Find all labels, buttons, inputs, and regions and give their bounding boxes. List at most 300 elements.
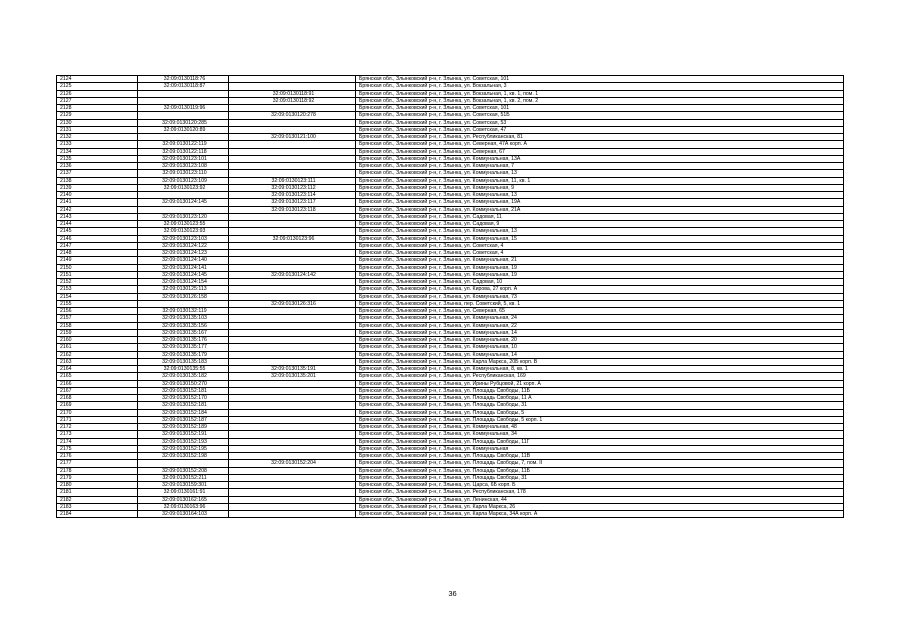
building-cadastral-cell: 32:09:0130152:204 — [229, 460, 356, 467]
address-cell: Брянская обл., Злынковский р-н, г. Злынка, ул. Северная, 65 — [356, 308, 844, 315]
table-row — [57, 424, 844, 431]
row-number-cell: 2152 — [57, 279, 138, 286]
address-cell: Брянская обл., Злынковский р-н, г. Злынка, ул. Коммунальная, 21А — [356, 206, 844, 213]
row-number-cell: 2159 — [57, 329, 138, 336]
cadastral-number-cell — [138, 112, 229, 119]
table-row — [57, 489, 844, 496]
row-number-cell: 2163 — [57, 358, 138, 365]
cadastral-number-cell — [138, 192, 229, 199]
table-row — [57, 366, 844, 373]
building-cadastral-cell — [229, 395, 356, 402]
cadastral-number-cell: 32:09:0130152:187 — [138, 416, 229, 423]
address-cell: Брянская обл., Злынковский р-н, г. Злынка, ул. Коммунальная, 73 — [356, 293, 844, 300]
table-row — [57, 380, 844, 387]
row-number-cell: 2144 — [57, 221, 138, 228]
building-cadastral-cell — [229, 445, 356, 452]
table-row — [57, 344, 844, 351]
cadastral-number-cell: 32:09:0130123:110 — [138, 170, 229, 177]
row-number-cell: 2177 — [57, 460, 138, 467]
building-cadastral-cell — [229, 264, 356, 271]
cadastral-number-cell: 32:09:0130124:154 — [138, 279, 229, 286]
table-row — [57, 467, 844, 474]
cadastral-number-cell: 32:09:0130124:140 — [138, 257, 229, 264]
cadastral-number-cell: 32:09:0130152:181 — [138, 387, 229, 394]
row-number-cell: 2183 — [57, 503, 138, 510]
table-row — [57, 445, 844, 452]
row-number-cell: 2124 — [57, 76, 138, 83]
building-cadastral-cell: 32:09:0130118:92 — [229, 97, 356, 104]
cadastral-number-cell: 32:09:0130120:285 — [138, 119, 229, 126]
row-number-cell: 2171 — [57, 416, 138, 423]
cadastral-number-cell — [138, 97, 229, 104]
cadastral-number-cell: 32:09:0130123:120 — [138, 213, 229, 220]
address-cell: Брянская обл., Злынковский р-н, г. Злынка, ул. Коммунальная, 21 — [356, 257, 844, 264]
table-row — [57, 315, 844, 322]
table-row — [57, 293, 844, 300]
building-cadastral-cell — [229, 76, 356, 83]
table-row — [57, 97, 844, 104]
cadastral-number-cell: 32:09:0130162:165 — [138, 496, 229, 503]
address-cell: Брянская обл., Злынковский р-н, г. Злынка, ул. Карла Маркса, 26 — [356, 503, 844, 510]
building-cadastral-cell — [229, 163, 356, 170]
building-cadastral-cell — [229, 170, 356, 177]
table-row — [57, 184, 844, 191]
row-number-cell: 2143 — [57, 213, 138, 220]
building-cadastral-cell: 32:09:0130123:118 — [229, 206, 356, 213]
cadastral-number-cell: 32:09:0130152:198 — [138, 453, 229, 460]
row-number-cell: 2165 — [57, 373, 138, 380]
row-number-cell: 2132 — [57, 134, 138, 141]
row-number-cell: 2133 — [57, 141, 138, 148]
building-cadastral-cell — [229, 511, 356, 518]
row-number-cell: 2170 — [57, 409, 138, 416]
table-row — [57, 308, 844, 315]
cadastral-number-cell — [138, 206, 229, 213]
cadastral-number-cell: 32:09:0130123:103 — [138, 235, 229, 242]
address-cell: Брянская обл., Злынковский р-н, г. Злынка, ул. Вокзальная, 1, кв. 1, пом. 1 — [356, 90, 844, 97]
building-cadastral-cell — [229, 155, 356, 162]
building-cadastral-cell — [229, 242, 356, 249]
table-row — [57, 76, 844, 83]
building-cadastral-cell — [229, 83, 356, 90]
cadastral-number-cell: 32:09:0130150:270 — [138, 380, 229, 387]
row-number-cell: 2126 — [57, 90, 138, 97]
address-cell: Брянская обл., Злынковский р-н, г. Злынка, ул. Вокзальная, 1, кв. 2, пом. 2 — [356, 97, 844, 104]
address-cell: Брянская обл., Злынковский р-н, г. Злынка, ул. Республиканская, 169 — [356, 373, 844, 380]
cadastral-number-cell — [138, 460, 229, 467]
row-number-cell: 2131 — [57, 126, 138, 133]
building-cadastral-cell: 32:09:0130123:96 — [229, 235, 356, 242]
row-number-cell: 2127 — [57, 97, 138, 104]
row-number-cell: 2181 — [57, 489, 138, 496]
cadastral-number-cell: 32:09:0130118:76 — [138, 76, 229, 83]
address-cell: Брянская обл., Злынковский р-н, г. Злынка, ул. Коммунальная, 13А — [356, 155, 844, 162]
building-cadastral-cell — [229, 250, 356, 257]
building-cadastral-cell: 32:09:0130135:201 — [229, 373, 356, 380]
address-cell: Брянская обл., Злынковский р-н, г. Злынка, ул. Советская, 101 — [356, 76, 844, 83]
page-number: 36 — [448, 589, 457, 598]
table-row — [57, 271, 844, 278]
table-row — [57, 416, 844, 423]
building-cadastral-cell: 32:09:0130123:111 — [229, 177, 356, 184]
address-cell: Брянская обл., Злынковский р-н, г. Злынка, ул. Коммунальная, 13 — [356, 228, 844, 235]
table-row — [57, 322, 844, 329]
building-cadastral-cell: 32:09:0130124:142 — [229, 271, 356, 278]
row-number-cell: 2162 — [57, 351, 138, 358]
row-number-cell: 2175 — [57, 445, 138, 452]
table-row — [57, 90, 844, 97]
table-row — [57, 409, 844, 416]
table-row — [57, 83, 844, 90]
table-row — [57, 242, 844, 249]
row-number-cell: 2178 — [57, 467, 138, 474]
table-row — [57, 177, 844, 184]
cadastral-number-cell: 32:09:0130135:177 — [138, 344, 229, 351]
address-cell: Брянская обл., Злынковский р-н, г. Злынка, ул. Площадь Свободы, 5 — [356, 409, 844, 416]
row-number-cell: 2166 — [57, 380, 138, 387]
row-number-cell: 2155 — [57, 300, 138, 307]
table-row — [57, 474, 844, 481]
building-cadastral-cell — [229, 358, 356, 365]
row-number-cell: 2128 — [57, 105, 138, 112]
row-number-cell: 2161 — [57, 344, 138, 351]
building-cadastral-cell — [229, 424, 356, 431]
building-cadastral-cell — [229, 322, 356, 329]
row-number-cell: 2184 — [57, 511, 138, 518]
table-row — [57, 112, 844, 119]
cadastral-number-cell: 32:09:0130135:55 — [138, 366, 229, 373]
row-number-cell: 2135 — [57, 155, 138, 162]
table-row — [57, 503, 844, 510]
address-cell: Брянская обл., Злынковский р-н, г. Злынка, ул. Коммунальная, 19 — [356, 264, 844, 271]
row-number-cell: 2153 — [57, 286, 138, 293]
cadastral-number-cell — [138, 90, 229, 97]
cadastral-number-cell: 32:09:0130124:123 — [138, 250, 229, 257]
building-cadastral-cell — [229, 351, 356, 358]
table-row — [57, 163, 844, 170]
table-row — [57, 482, 844, 489]
cadastral-number-cell: 32:09:0130135:176 — [138, 337, 229, 344]
address-cell: Брянская обл., Злынковский р-н, г. Злынка, ул. Коммунальная, 10 — [356, 344, 844, 351]
address-cell: Брянская обл., Злынковский р-н, г. Злынка, ул. Площадь Свободы, 7, пом. II — [356, 460, 844, 467]
address-cell: Брянская обл., Злынковский р-н, г. Злынка, ул. Коммунальная, 9 — [356, 184, 844, 191]
cadastral-number-cell: 32:09:0130152:181 — [138, 402, 229, 409]
row-number-cell: 2180 — [57, 482, 138, 489]
row-number-cell: 2147 — [57, 242, 138, 249]
table-row — [57, 221, 844, 228]
address-cell: Брянская обл., Злынковский р-н, г. Злынка, ул. Площадь Свободы, 11 А — [356, 395, 844, 402]
address-cell: Брянская обл., Злынковский р-н, г. Злынка, ул. Коммунальная, 24 — [356, 315, 844, 322]
cadastral-number-cell: 32:09:0130132:119 — [138, 308, 229, 315]
row-number-cell: 2125 — [57, 83, 138, 90]
row-number-cell: 2146 — [57, 235, 138, 242]
address-cell: Брянская обл., Злынковский р-н, г. Злынка, пер. Советский, 5, кв. 1 — [356, 300, 844, 307]
address-cell: Брянская обл., Злынковский р-н, г. Злынка, ул. Коммунальная, 22 — [356, 322, 844, 329]
table-row — [57, 199, 844, 206]
table-row — [57, 206, 844, 213]
building-cadastral-cell: 32:09:0130123:112 — [229, 184, 356, 191]
building-cadastral-cell: 32:09:0130135:191 — [229, 366, 356, 373]
cadastral-number-cell: 32:09:0130135:183 — [138, 358, 229, 365]
address-cell: Брянская обл., Злынковский р-н, г. Злынка, ул. Площадь Свободы, 11В — [356, 453, 844, 460]
address-cell: Брянская обл., Злынковский р-н, г. Злынка, ул. Садовая, 9 — [356, 221, 844, 228]
address-cell: Брянская обл., Злынковский р-н, г. Злынка, ул. Садовая, 11 — [356, 213, 844, 220]
address-cell: Брянская обл., Злынковский р-н, г. Злынка, ул. Советская, 4 — [356, 242, 844, 249]
cadastral-number-cell: 32:09:0130122:118 — [138, 148, 229, 155]
building-cadastral-cell — [229, 474, 356, 481]
cadastral-number-cell: 32:09:0130135:156 — [138, 322, 229, 329]
address-cell: Брянская обл., Злынковский р-н, г. Злынка, ул. Коммунальная, 13 — [356, 192, 844, 199]
table-row — [57, 337, 844, 344]
building-cadastral-cell — [229, 503, 356, 510]
row-number-cell: 2149 — [57, 257, 138, 264]
row-number-cell: 2151 — [57, 271, 138, 278]
table-row — [57, 250, 844, 257]
row-number-cell: 2134 — [57, 148, 138, 155]
address-cell: Брянская обл., Злынковский р-н, г. Злынка, ул. Коммунальная, 19 — [356, 271, 844, 278]
row-number-cell: 2168 — [57, 395, 138, 402]
cadastral-number-cell: 32:09:0130125:113 — [138, 286, 229, 293]
row-number-cell: 2157 — [57, 315, 138, 322]
address-cell: Брянская обл., Злынковский р-н, г. Злынка, ул. Северная, 47А корп. А — [356, 141, 844, 148]
cadastral-number-cell: 32:09:0130164:103 — [138, 511, 229, 518]
address-cell: Брянская обл., Злынковский р-н, г. Злынка, ул. Ирины Рубцовой, 21 корп. А — [356, 380, 844, 387]
row-number-cell: 2142 — [57, 206, 138, 213]
building-cadastral-cell: 32:09:0130118:91 — [229, 90, 356, 97]
building-cadastral-cell: 32:09:0130123:114 — [229, 192, 356, 199]
building-cadastral-cell — [229, 431, 356, 438]
address-cell: Брянская обл., Злынковский р-н, г. Злынка, ул. Коммунальная, 14 — [356, 329, 844, 336]
address-cell: Брянская обл., Злынковский р-н, г. Злынка, ул. Республиканская, 81 — [356, 134, 844, 141]
table-row — [57, 286, 844, 293]
address-cell: Брянская обл., Злынковский р-н, г. Злынка, ул. Ленинская, 44 — [356, 496, 844, 503]
address-cell: Брянская обл., Злынковский р-н, г. Злынка, ул. Вокзальная, 3 — [356, 83, 844, 90]
building-cadastral-cell — [229, 402, 356, 409]
cadastral-number-cell: 32:09:0130124:145 — [138, 199, 229, 206]
building-cadastral-cell — [229, 286, 356, 293]
cadastral-number-cell: 32:09:0130135:167 — [138, 329, 229, 336]
row-number-cell: 2129 — [57, 112, 138, 119]
cadastral-number-cell — [138, 300, 229, 307]
address-cell: Брянская обл., Злынковский р-н, г. Злынка, ул. Кирова, 27 корп. А — [356, 286, 844, 293]
table-row — [57, 126, 844, 133]
address-cell: Брянская обл., Злынковский р-н, г. Злынка, ул. Коммунальная, 13 — [356, 170, 844, 177]
table-row — [57, 192, 844, 199]
table-row — [57, 373, 844, 380]
cadastral-number-cell: 32:09:0130126:158 — [138, 293, 229, 300]
table-row — [57, 329, 844, 336]
building-cadastral-cell — [229, 293, 356, 300]
building-cadastral-cell — [229, 148, 356, 155]
building-cadastral-cell — [229, 119, 356, 126]
cadastral-number-cell: 32:09:0130152:170 — [138, 395, 229, 402]
building-cadastral-cell — [229, 438, 356, 445]
cadastral-number-cell: 32:09:0130124:141 — [138, 264, 229, 271]
table-row — [57, 351, 844, 358]
cadastral-number-cell: 32:09:0130152:184 — [138, 409, 229, 416]
table-row — [57, 170, 844, 177]
register-table — [56, 75, 844, 518]
cadastral-number-cell: 32:09:0130135:182 — [138, 373, 229, 380]
cadastral-number-cell: 32:09:0130120:89 — [138, 126, 229, 133]
cadastral-number-cell: 32:09:0130123:109 — [138, 177, 229, 184]
row-number-cell: 2160 — [57, 337, 138, 344]
table-row — [57, 105, 844, 112]
building-cadastral-cell — [229, 105, 356, 112]
cadastral-number-cell: 32:09:0130123:108 — [138, 163, 229, 170]
cadastral-number-cell: 32:09:0130152:191 — [138, 431, 229, 438]
building-cadastral-cell — [229, 337, 356, 344]
building-cadastral-cell — [229, 308, 356, 315]
building-cadastral-cell: 32:09:0130123:117 — [229, 199, 356, 206]
building-cadastral-cell: 32:09:0130121:100 — [229, 134, 356, 141]
address-cell: Брянская обл., Злынковский р-н, г. Злынка, ул. Советская, 51Б — [356, 112, 844, 119]
building-cadastral-cell — [229, 380, 356, 387]
building-cadastral-cell — [229, 279, 356, 286]
table-row — [57, 511, 844, 518]
cadastral-number-cell: 32:09:0130161:91 — [138, 489, 229, 496]
building-cadastral-cell: 32:09:0130120:278 — [229, 112, 356, 119]
row-number-cell: 2179 — [57, 474, 138, 481]
cadastral-number-cell — [138, 134, 229, 141]
cadastral-number-cell: 32:09:0130152:193 — [138, 438, 229, 445]
table-row — [57, 235, 844, 242]
table-row — [57, 496, 844, 503]
row-number-cell: 2145 — [57, 228, 138, 235]
row-number-cell: 2139 — [57, 184, 138, 191]
address-cell: Брянская обл., Злынковский р-н, г. Злынка, ул. Карла Маркса, 20Б корп. В — [356, 358, 844, 365]
row-number-cell: 2148 — [57, 250, 138, 257]
address-cell: Брянская обл., Злынковский р-н, г. Злынка, ул. Советская, 4 — [356, 250, 844, 257]
table-row — [57, 155, 844, 162]
address-cell: Брянская обл., Злынковский р-н, г. Злынка, ул. Площадь Свободы, 11Г — [356, 438, 844, 445]
row-number-cell: 2158 — [57, 322, 138, 329]
table-row — [57, 438, 844, 445]
building-cadastral-cell — [229, 257, 356, 264]
building-cadastral-cell: 32:09:0130126:316 — [229, 300, 356, 307]
register-table-body — [57, 76, 844, 518]
building-cadastral-cell — [229, 416, 356, 423]
address-cell: Брянская обл., Злынковский р-н, г. Злынка, ул. Коммунальная, 34 — [356, 431, 844, 438]
row-number-cell: 2156 — [57, 308, 138, 315]
address-cell: Брянская обл., Злынковский р-н, г. Злынка, ул. Коммунальная, 20 — [356, 337, 844, 344]
row-number-cell: 2176 — [57, 453, 138, 460]
table-row — [57, 213, 844, 220]
cadastral-number-cell: 32:09:0130152:208 — [138, 467, 229, 474]
cadastral-number-cell: 32:09:0130123:55 — [138, 221, 229, 228]
building-cadastral-cell — [229, 453, 356, 460]
building-cadastral-cell — [229, 409, 356, 416]
cadastral-number-cell: 32:09:0130124:145 — [138, 271, 229, 278]
address-cell: Брянская обл., Злынковский р-н, г. Злынка, ул. Царса, 6Б корп. Б — [356, 482, 844, 489]
row-number-cell: 2154 — [57, 293, 138, 300]
table-row — [57, 148, 844, 155]
address-cell: Брянская обл., Злынковский р-н, г. Злынка, ул. Северная, 67 — [356, 148, 844, 155]
cadastral-number-cell: 32:09:0130163:96 — [138, 503, 229, 510]
cadastral-number-cell: 32:09:0130122:119 — [138, 141, 229, 148]
building-cadastral-cell — [229, 315, 356, 322]
cadastral-number-cell: 32:09:0130152:195 — [138, 445, 229, 452]
building-cadastral-cell — [229, 213, 356, 220]
address-cell: Брянская обл., Злынковский р-н, г. Злынка, ул. Советская, 101 — [356, 105, 844, 112]
address-cell: Брянская обл., Злынковский р-н, г. Злынка, ул. Коммунальная, 14 — [356, 351, 844, 358]
table-row — [57, 300, 844, 307]
cadastral-number-cell: 32:09:0130124:122 — [138, 242, 229, 249]
table-row — [57, 134, 844, 141]
table-row — [57, 228, 844, 235]
row-number-cell: 2136 — [57, 163, 138, 170]
building-cadastral-cell — [229, 482, 356, 489]
table-row — [57, 431, 844, 438]
building-cadastral-cell — [229, 126, 356, 133]
address-cell: Брянская обл., Злынковский р-н, г. Злынка, ул. Советская, 47 — [356, 126, 844, 133]
address-cell: Брянская обл., Злынковский р-н, г. Злынка, ул. Садовая, 10 — [356, 279, 844, 286]
row-number-cell: 2150 — [57, 264, 138, 271]
cadastral-number-cell: 32:09:0130135:179 — [138, 351, 229, 358]
table-row — [57, 453, 844, 460]
address-cell: Брянская обл., Злынковский р-н, г. Злынка, ул. Коммунальная, 19А — [356, 199, 844, 206]
address-cell: Брянская обл., Злынковский р-н, г. Злынка, ул. Площадь Свободы, 31 — [356, 474, 844, 481]
row-number-cell: 2137 — [57, 170, 138, 177]
building-cadastral-cell — [229, 221, 356, 228]
address-cell: Брянская обл., Злынковский р-н, г. Злынка, ул. Карла Маркса, 34А корп. А — [356, 511, 844, 518]
building-cadastral-cell — [229, 329, 356, 336]
table-row — [57, 257, 844, 264]
row-number-cell: 2174 — [57, 438, 138, 445]
table-row — [57, 279, 844, 286]
row-number-cell: 2164 — [57, 366, 138, 373]
row-number-cell: 2141 — [57, 199, 138, 206]
cadastral-number-cell: 32:09:0130159:301 — [138, 482, 229, 489]
address-cell: Брянская обл., Злынковский р-н, г. Злынка, ул. Площадь Свободы, 11Б — [356, 387, 844, 394]
building-cadastral-cell — [229, 141, 356, 148]
building-cadastral-cell — [229, 387, 356, 394]
table-row — [57, 264, 844, 271]
cadastral-number-cell: 32:09:0130118:87 — [138, 83, 229, 90]
row-number-cell: 2138 — [57, 177, 138, 184]
building-cadastral-cell — [229, 228, 356, 235]
building-cadastral-cell — [229, 467, 356, 474]
address-cell: Брянская обл., Злынковский р-н, г. Злынка, ул. Коммунальная — [356, 445, 844, 452]
cadastral-number-cell: 32:09:0130119:96 — [138, 105, 229, 112]
cadastral-number-cell: 32:09:0130123:92 — [138, 184, 229, 191]
table-row — [57, 119, 844, 126]
address-cell: Брянская обл., Злынковский р-н, г. Злынка, ул. Советская, 53 — [356, 119, 844, 126]
row-number-cell: 2182 — [57, 496, 138, 503]
cadastral-number-cell: 32:09:0130152:211 — [138, 474, 229, 481]
table-row — [57, 395, 844, 402]
address-cell: Брянская обл., Злынковский р-н, г. Злынка, ул. Площадь Свободы, 11Б — [356, 467, 844, 474]
address-cell: Брянская обл., Злынковский р-н, г. Злынка, ул. Республиканская, 178 — [356, 489, 844, 496]
cadastral-number-cell: 32:09:0130152:189 — [138, 424, 229, 431]
address-cell: Брянская обл., Злынковский р-н, г. Злынка, ул. Коммунальная, 7 — [356, 163, 844, 170]
address-cell: Брянская обл., Злынковский р-н, г. Злынка, ул. Коммунальная, 11, кв. 1 — [356, 177, 844, 184]
address-cell: Брянская обл., Злынковский р-н, г. Злынка, ул. Коммунальная, 15 — [356, 235, 844, 242]
cadastral-number-cell: 32:09:0130123:93 — [138, 228, 229, 235]
address-cell: Брянская обл., Злынковский р-н, г. Злынка, ул. Площадь Свободы, 31 — [356, 402, 844, 409]
building-cadastral-cell — [229, 496, 356, 503]
table-row — [57, 141, 844, 148]
building-cadastral-cell — [229, 344, 356, 351]
table-row — [57, 460, 844, 467]
cadastral-number-cell: 32:09:0130135:103 — [138, 315, 229, 322]
address-cell: Брянская обл., Злынковский р-н, г. Злынка, ул. Коммунальная, 8, кв. 1 — [356, 366, 844, 373]
cadastral-number-cell: 32:09:0130123:101 — [138, 155, 229, 162]
building-cadastral-cell — [229, 489, 356, 496]
row-number-cell: 2169 — [57, 402, 138, 409]
address-cell: Брянская обл., Злынковский р-н, г. Злынка, ул. Коммунальная, 48 — [356, 424, 844, 431]
table-row — [57, 387, 844, 394]
